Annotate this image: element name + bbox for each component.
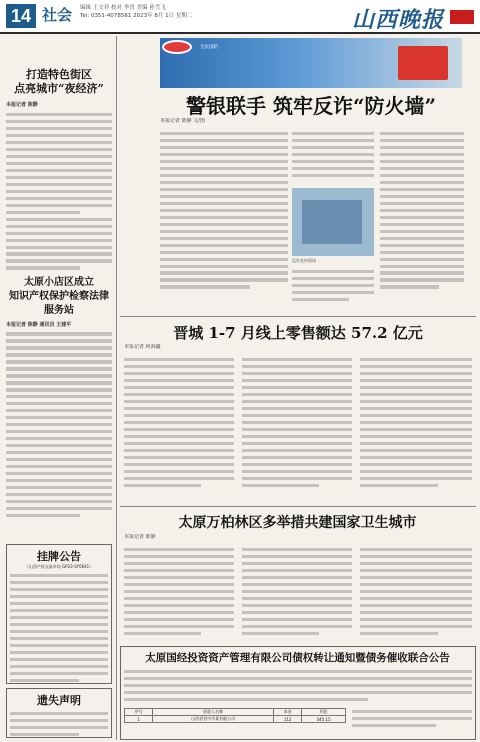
article2-byline: 本报记者 陈静 通讯员 王建平 [6, 321, 72, 328]
mid-story-title: 晋城 1-7 月线上零售额达 57.2 亿元 [173, 324, 423, 342]
mid-story-body-col2 [242, 354, 352, 504]
mid-story-body-col1 [124, 354, 234, 504]
article1-byline: 本报记者 陈静 [6, 102, 38, 108]
masthead-seal-icon [450, 10, 474, 24]
bottom-story-body-col3 [360, 544, 472, 644]
badge-icon [162, 40, 192, 54]
inset-caption: 反诈宣传现场 [292, 258, 316, 263]
bottom-story-body-col2 [242, 544, 352, 644]
notice-subtitle: （山西产权交易市场 GP23-SY0641） [24, 564, 94, 569]
top-story-body-col2 [292, 128, 374, 184]
bottom-story-byline: 本报记者 陈静 [124, 534, 156, 540]
notice-body [10, 574, 108, 682]
table-cell: 112 [274, 716, 302, 723]
notice-title: 挂牌公告 [37, 550, 81, 563]
mid-story-body-col3 [360, 354, 472, 504]
article2-title: 太原小店区成立 知识产权保护检察法律服务站 [9, 276, 109, 316]
page-header [0, 0, 480, 34]
table-header: 借款人名称 [153, 709, 274, 716]
masthead-logo: 山西晚报 [351, 7, 444, 33]
mid-story-byline: 本报记者 何海疆 [124, 344, 161, 350]
top-photo [160, 38, 462, 88]
ad-footer [352, 706, 472, 736]
lost-notice-box [6, 688, 112, 738]
table-row [125, 716, 346, 723]
section-divider-2 [120, 506, 476, 507]
ad-title: 太原国经投资资产管理有限公司债权转让通知暨债务催收联合公告 [145, 652, 450, 664]
table-header: 序号 [125, 709, 153, 716]
top-story-body-col3 [380, 128, 464, 308]
table-header: 本金 [274, 709, 302, 716]
table-cell: 山西省晋中市某有限公司 [153, 716, 274, 723]
notice-box [6, 544, 112, 684]
date-line: Tel: 0351-4078561 2023年 8月 1日 星期二 [80, 13, 193, 19]
ad-body [124, 666, 472, 706]
top-story-byline: 本报记者 陈静 文/图 [160, 118, 205, 124]
top-story-body-col1 [160, 128, 288, 308]
article1-title: 打造特色街区 点亮城市“夜经济” [14, 68, 104, 95]
lost-notice-title: 遗失声明 [37, 694, 81, 707]
page-number: 14 [6, 4, 36, 28]
header-meta [80, 4, 290, 20]
bottom-story-body-col1 [124, 544, 234, 644]
section-divider [120, 316, 476, 317]
table-header: 利息 [302, 709, 346, 716]
table-cell: 1 [125, 716, 153, 723]
top-story-body-col2b [292, 266, 374, 312]
table-cell: 345.15 [302, 716, 346, 723]
section-name: 社会 [42, 6, 73, 24]
bottom-story-title: 太原万柏林区多举措共建国家卫生城市 [178, 515, 417, 531]
debt-table [124, 708, 346, 723]
photo-badge: 全民国防 [200, 45, 218, 50]
column-divider [116, 36, 117, 740]
inset-photo [292, 188, 374, 256]
article2-body [6, 332, 112, 517]
article1-body [6, 113, 112, 270]
editor-line: 编辑 王文菲 校对 李晋 美编 孙雪飞 [80, 5, 166, 11]
banner-image [398, 46, 448, 80]
table-header-row [125, 709, 346, 716]
top-story-title: 警银联手 筑牢反诈“防火墙” [186, 94, 436, 118]
